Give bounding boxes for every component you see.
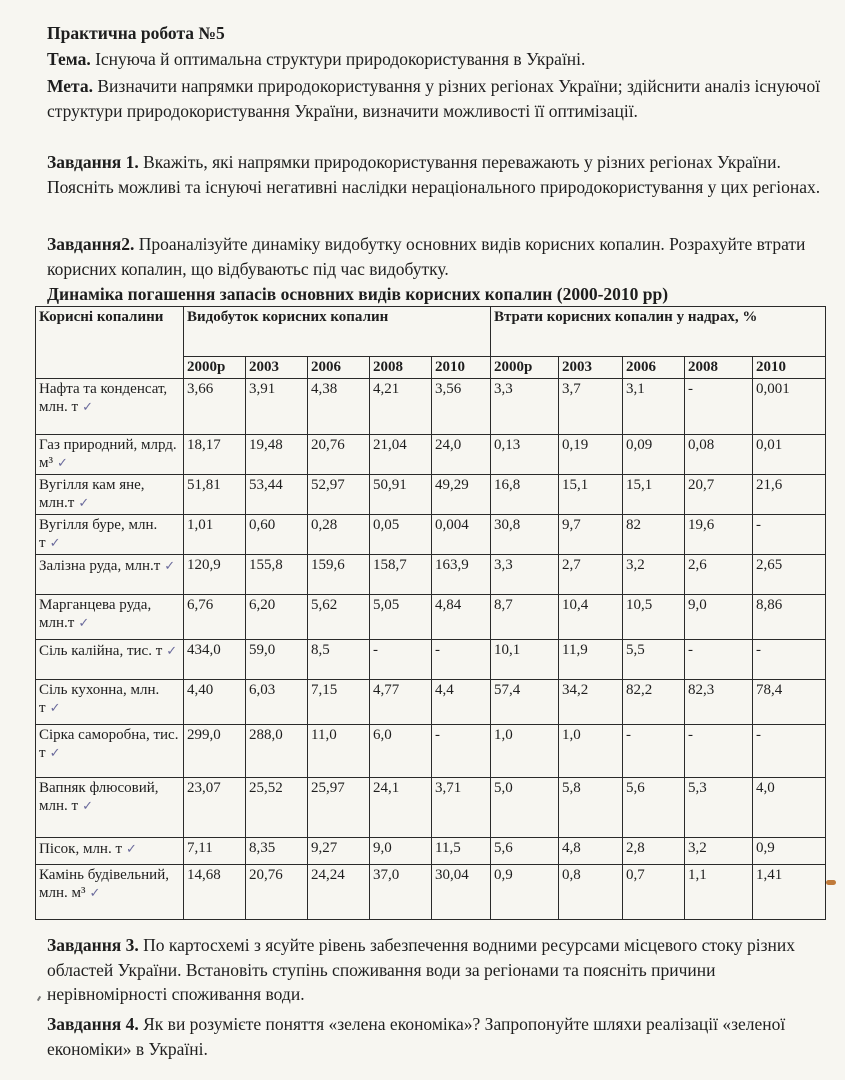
extraction-cell: - (370, 640, 432, 680)
losses-cell: 2,65 (753, 555, 826, 595)
extraction-cell: 24,1 (370, 778, 432, 838)
table-row (36, 555, 826, 595)
extraction-cell: 4,38 (308, 379, 370, 435)
losses-cell: 2,8 (623, 838, 685, 865)
extraction-cell: 49,29 (432, 475, 491, 515)
losses-cell: 0,9 (491, 865, 559, 920)
extraction-cell: 6,20 (246, 595, 308, 640)
minerals-table (35, 306, 826, 920)
topic-paragraph (47, 47, 827, 72)
losses-cell: 2,7 (559, 555, 623, 595)
table-row (36, 379, 826, 435)
year-losses: 2006 (623, 357, 685, 379)
losses-cell: - (753, 725, 826, 778)
table-row (36, 595, 826, 640)
goal-paragraph (47, 74, 827, 123)
extraction-cell: 0,004 (432, 515, 491, 555)
topic-label: Тема. (47, 49, 91, 69)
losses-cell: 0,13 (491, 435, 559, 475)
year-extraction: 2010 (432, 357, 491, 379)
extraction-cell: 52,97 (308, 475, 370, 515)
losses-cell: 19,6 (685, 515, 753, 555)
check-mark-icon: ✓ (49, 535, 61, 550)
losses-cell: 0,01 (753, 435, 826, 475)
losses-cell: 2,6 (685, 555, 753, 595)
check-mark-icon: ✓ (57, 455, 68, 470)
year-losses: 2000р (491, 357, 559, 379)
check-mark-icon: ✓ (89, 885, 101, 900)
year-extraction: 2008 (370, 357, 432, 379)
extraction-cell: 7,15 (308, 680, 370, 725)
extraction-cell: 53,44 (246, 475, 308, 515)
mineral-name-cell (36, 515, 184, 555)
page-title: Практична робота №5 (47, 23, 225, 43)
losses-cell: 4,8 (559, 838, 623, 865)
table-row (36, 680, 826, 725)
check-mark-icon: ✓ (166, 643, 178, 658)
losses-cell: 8,7 (491, 595, 559, 640)
losses-cell: 1,1 (685, 865, 753, 920)
mineral-name-cell (36, 379, 184, 435)
losses-cell: 0,09 (623, 435, 685, 475)
mineral-name-cell (36, 865, 184, 920)
losses-cell: 82 (623, 515, 685, 555)
table-row (36, 475, 826, 515)
extraction-cell: 9,0 (370, 838, 432, 865)
losses-cell: 10,1 (491, 640, 559, 680)
losses-cell: 21,6 (753, 475, 826, 515)
extraction-cell: 0,60 (246, 515, 308, 555)
losses-cell: 57,4 (491, 680, 559, 725)
header-mineral: Корисні копалини (36, 307, 184, 379)
extraction-cell: 4,21 (370, 379, 432, 435)
header-extraction: Видобуток корисних копалин (184, 307, 491, 357)
losses-cell: - (685, 640, 753, 680)
check-mark-icon: ✓ (82, 399, 93, 414)
extraction-cell: 8,5 (308, 640, 370, 680)
losses-cell: 82,2 (623, 680, 685, 725)
mineral-name: Нафта та конденсат, млн. т (39, 381, 168, 415)
mineral-name: Залізна руда, млн.т (39, 558, 161, 574)
task-3-paragraph (47, 933, 827, 1007)
year-extraction: 2000р (184, 357, 246, 379)
mineral-name-cell (36, 725, 184, 778)
extraction-cell: 11,0 (308, 725, 370, 778)
mineral-name: Вапняк флюсовий, млн. т (39, 780, 159, 814)
losses-cell: 5,5 (623, 640, 685, 680)
check-mark-icon: ✓ (78, 495, 90, 510)
losses-cell: 5,6 (491, 838, 559, 865)
extraction-cell: 51,81 (184, 475, 246, 515)
losses-cell: 0,7 (623, 865, 685, 920)
table-row (36, 778, 826, 838)
losses-cell: 8,86 (753, 595, 826, 640)
extraction-cell: 8,35 (246, 838, 308, 865)
check-mark-icon: ✓ (164, 558, 176, 573)
extraction-cell: 11,5 (432, 838, 491, 865)
goal-label: Мета. (47, 76, 93, 96)
losses-cell: 0,8 (559, 865, 623, 920)
losses-cell: 4,0 (753, 778, 826, 838)
year-extraction: 2003 (246, 357, 308, 379)
extraction-cell: 30,04 (432, 865, 491, 920)
losses-cell: 3,3 (491, 555, 559, 595)
extraction-cell: 50,91 (370, 475, 432, 515)
losses-cell: 82,3 (685, 680, 753, 725)
table-row (36, 865, 826, 920)
check-mark-icon: ✓ (78, 615, 90, 630)
mineral-name: Камінь будівельний, млн. м³ (39, 867, 169, 901)
table-row (36, 725, 826, 778)
mineral-name-cell (36, 680, 184, 725)
losses-cell: 9,7 (559, 515, 623, 555)
extraction-cell: 7,11 (184, 838, 246, 865)
extraction-cell: 23,07 (184, 778, 246, 838)
extraction-cell: 158,7 (370, 555, 432, 595)
extraction-cell: 21,04 (370, 435, 432, 475)
task-1-paragraph (47, 150, 827, 199)
extraction-cell: 3,91 (246, 379, 308, 435)
mineral-name: Газ природний, млрд. м³ (39, 437, 177, 471)
losses-cell: 5,0 (491, 778, 559, 838)
losses-cell: 11,9 (559, 640, 623, 680)
mineral-name: Вугілля кам яне, млн.т (39, 477, 145, 511)
mineral-name: Сірка саморобна, тис. т (39, 727, 179, 761)
losses-cell: 0,9 (753, 838, 826, 865)
mineral-name: Сіль кухонна, млн. т (39, 682, 160, 716)
goal-text: Визначити напрямки природокористування у різних регіонах України; здійснити аналіз існуючої структури природокористування України, визначити можливості її оптимізації. (47, 76, 821, 121)
year-losses: 2008 (685, 357, 753, 379)
task-4-text: Як ви розумієте поняття «зелена економіка»? Запропонуйте шляхи реалізації «зеленої економіки» в Україні. (47, 1014, 786, 1059)
check-mark-icon: ✓ (49, 745, 61, 760)
losses-cell: - (623, 725, 685, 778)
check-mark-icon: ✓ (82, 798, 93, 813)
losses-cell: 30,8 (491, 515, 559, 555)
pen-mark (37, 996, 41, 1001)
extraction-cell: 6,0 (370, 725, 432, 778)
mineral-name: Марганцева руда, млн.т (39, 597, 152, 631)
year-losses: 2003 (559, 357, 623, 379)
extraction-cell: 5,62 (308, 595, 370, 640)
mineral-name-cell (36, 555, 184, 595)
extraction-cell: 9,27 (308, 838, 370, 865)
losses-cell: 5,8 (559, 778, 623, 838)
mineral-name-cell (36, 595, 184, 640)
extraction-cell: 4,84 (432, 595, 491, 640)
mineral-name-cell (36, 435, 184, 475)
extraction-cell: 5,05 (370, 595, 432, 640)
table-row (36, 838, 826, 865)
extraction-cell: 155,8 (246, 555, 308, 595)
extraction-cell: 59,0 (246, 640, 308, 680)
losses-cell: 1,41 (753, 865, 826, 920)
losses-cell: 16,8 (491, 475, 559, 515)
losses-cell: 0,001 (753, 379, 826, 435)
extraction-cell: 24,0 (432, 435, 491, 475)
losses-cell: 3,1 (623, 379, 685, 435)
extraction-cell: 18,17 (184, 435, 246, 475)
extraction-cell: 3,66 (184, 379, 246, 435)
extraction-cell: - (432, 725, 491, 778)
extraction-cell: 288,0 (246, 725, 308, 778)
losses-cell: 34,2 (559, 680, 623, 725)
losses-cell: 20,7 (685, 475, 753, 515)
extraction-cell: - (432, 640, 491, 680)
extraction-cell: 6,03 (246, 680, 308, 725)
check-mark-icon: ✓ (49, 700, 61, 715)
extraction-cell: 4,77 (370, 680, 432, 725)
extraction-cell: 3,71 (432, 778, 491, 838)
losses-cell: 5,3 (685, 778, 753, 838)
extraction-cell: 159,6 (308, 555, 370, 595)
extraction-cell: 0,28 (308, 515, 370, 555)
extraction-cell: 19,48 (246, 435, 308, 475)
extraction-cell: 25,97 (308, 778, 370, 838)
losses-cell: 0,08 (685, 435, 753, 475)
losses-cell: 9,0 (685, 595, 753, 640)
losses-cell: 10,4 (559, 595, 623, 640)
losses-cell: 3,7 (559, 379, 623, 435)
mineral-name: Сіль калійна, тис. т (39, 643, 163, 659)
losses-cell: 15,1 (559, 475, 623, 515)
extraction-cell: 1,01 (184, 515, 246, 555)
losses-cell: 3,2 (685, 838, 753, 865)
table-row (36, 515, 826, 555)
task-1-text: Вкажіть, які напрямки природокористування переважають у різних регіонах України. Поясніть можливі та існуючі негативні наслідки нераціонального природокористування у цих регіонах. (47, 152, 821, 197)
topic-text: Існуюча й оптимальна структури природокористування в Україні. (90, 49, 586, 69)
task-2-text: Проаналізуйте динаміку видобутку основних видів корисних копалин. Розрахуйте втрати корисних копалин, що відбуваютьс під час видобутку. (47, 234, 806, 279)
losses-cell: - (753, 640, 826, 680)
check-mark-icon: ✓ (126, 841, 137, 856)
losses-cell: 0,19 (559, 435, 623, 475)
losses-cell: 5,6 (623, 778, 685, 838)
extraction-cell: 120,9 (184, 555, 246, 595)
task-3-label: Завдання 3. (47, 935, 139, 955)
extraction-cell: 299,0 (184, 725, 246, 778)
task-2-label: Завдання2. (47, 234, 135, 254)
losses-cell: 3,2 (623, 555, 685, 595)
extraction-cell: 14,68 (184, 865, 246, 920)
ink-smudge (826, 880, 836, 885)
losses-cell: 15,1 (623, 475, 685, 515)
losses-cell: - (685, 379, 753, 435)
extraction-cell: 3,56 (432, 379, 491, 435)
losses-cell: 78,4 (753, 680, 826, 725)
task-2-paragraph (47, 232, 827, 281)
losses-cell: - (753, 515, 826, 555)
year-extraction: 2006 (308, 357, 370, 379)
losses-cell: - (685, 725, 753, 778)
mineral-name: Пісок, млн. т (39, 841, 123, 857)
extraction-cell: 0,05 (370, 515, 432, 555)
extraction-cell: 24,24 (308, 865, 370, 920)
mineral-name-cell (36, 640, 184, 680)
extraction-cell: 20,76 (246, 865, 308, 920)
extraction-cell: 163,9 (432, 555, 491, 595)
task-1-label: Завдання 1. (47, 152, 139, 172)
mineral-name-cell (36, 838, 184, 865)
losses-cell: 1,0 (491, 725, 559, 778)
losses-cell: 1,0 (559, 725, 623, 778)
table-row (36, 435, 826, 475)
table-caption: Динаміка погашення запасів основних видів корисних копалин (2000-2010 рр) (47, 284, 669, 304)
header-losses: Втрати корисних копалин у надрах, % (491, 307, 826, 357)
year-losses: 2010 (753, 357, 826, 379)
mineral-name-cell (36, 778, 184, 838)
extraction-cell: 4,40 (184, 680, 246, 725)
losses-cell: 3,3 (491, 379, 559, 435)
extraction-cell: 37,0 (370, 865, 432, 920)
extraction-cell: 25,52 (246, 778, 308, 838)
extraction-cell: 4,4 (432, 680, 491, 725)
task-4-paragraph (47, 1012, 827, 1061)
extraction-cell: 6,76 (184, 595, 246, 640)
mineral-name-cell (36, 475, 184, 515)
extraction-cell: 20,76 (308, 435, 370, 475)
extraction-cell: 434,0 (184, 640, 246, 680)
table-row (36, 640, 826, 680)
losses-cell: 10,5 (623, 595, 685, 640)
mineral-name: Вугілля буре, млн. т (39, 517, 158, 551)
task-4-label: Завдання 4. (47, 1014, 139, 1034)
task-3-text: По картосхемі з ясуйте рівень забезпечення водними ресурсами місцевого стоку різних областей України. Встановіть ступінь споживання води за регіонами та поясніть причини нерівномірності споживання води. (47, 935, 795, 1004)
